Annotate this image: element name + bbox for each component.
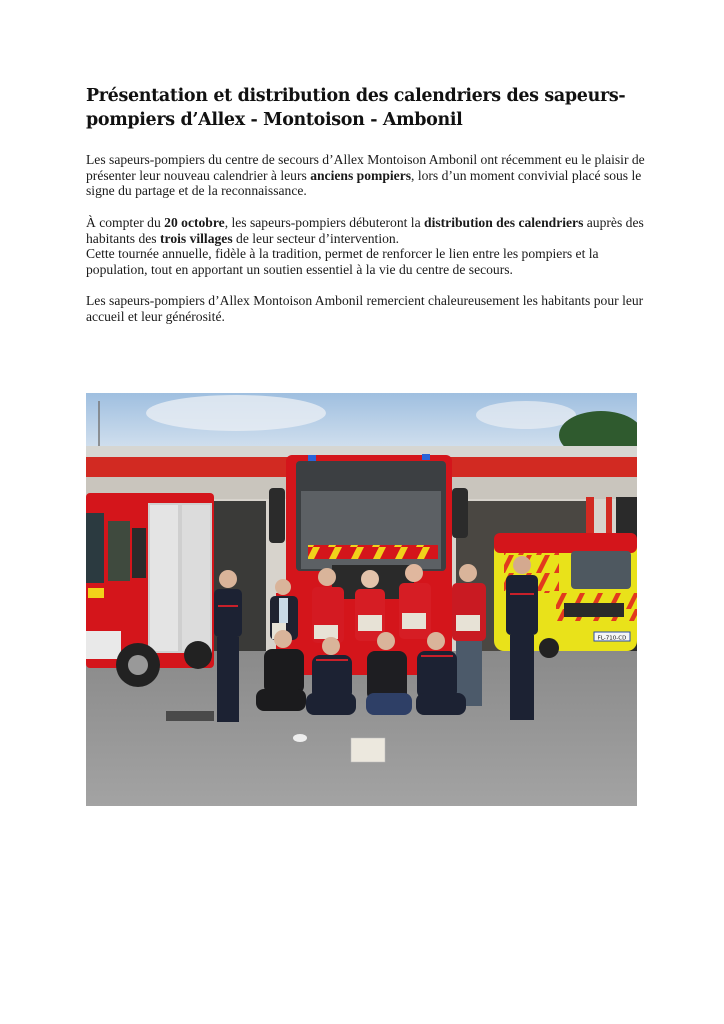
dist-bold-villages: trois villages (160, 230, 233, 246)
license-plate-text: FL-710-CD (597, 635, 627, 642)
intro-text-1: Les sapeurs-pompiers du centre de secours d’Allex Montoison Ambonil ont récemment eu le plaisir de présenter leur nouveau calendrier à leurs (86, 152, 645, 183)
intro-bold-anciens-pompiers: anciens pompiers (310, 167, 412, 183)
person (452, 564, 486, 706)
intro-text-2: , lors d’un moment convivial placé sous le signe du partage et de la reconnaissance. (86, 167, 642, 199)
paragraph-distribution (86, 215, 646, 277)
calendar (314, 625, 338, 639)
calendar-on-ground (351, 738, 385, 762)
chevron-stripe (308, 545, 438, 559)
group-photo (86, 393, 637, 806)
paragraph-thanks: Les sapeurs-pompiers d’Allex Montoison Ambonil remercient chaleureusement les habitants pour leur accueil et leur générosité. (86, 293, 644, 324)
drain-grate (166, 711, 214, 721)
person (214, 570, 242, 722)
calendar (456, 615, 480, 631)
person (506, 556, 538, 720)
dist-text-1: À compter du (86, 215, 165, 230)
dist-text-2: , les sapeurs-pompiers débuteront la (224, 215, 425, 230)
left-fire-truck (86, 493, 214, 687)
paragraph-intro (86, 152, 646, 199)
page-title: Présentation et distribution des calendriers des sapeurs-pompiers d’Allex - Montoison - Ambonil (86, 86, 626, 130)
dist-text-tradition: Cette tournée annuelle, fidèle à la tradition, permet de renforcer le lien entre les pompiers et la population, tout en apportant un soutien essentiel à la vie du centre de secours. (86, 246, 599, 277)
dist-bold-date: 20 octobre (164, 215, 225, 230)
calendar (402, 613, 426, 629)
blue-light (308, 455, 316, 461)
dist-bold-distribution: distribution des calendriers (424, 215, 584, 230)
calendar (358, 615, 382, 631)
blue-light (422, 454, 430, 460)
dist-text-4: de leur secteur d’intervention. (232, 230, 400, 246)
dist-text-3: auprès des habitants des (86, 215, 644, 246)
